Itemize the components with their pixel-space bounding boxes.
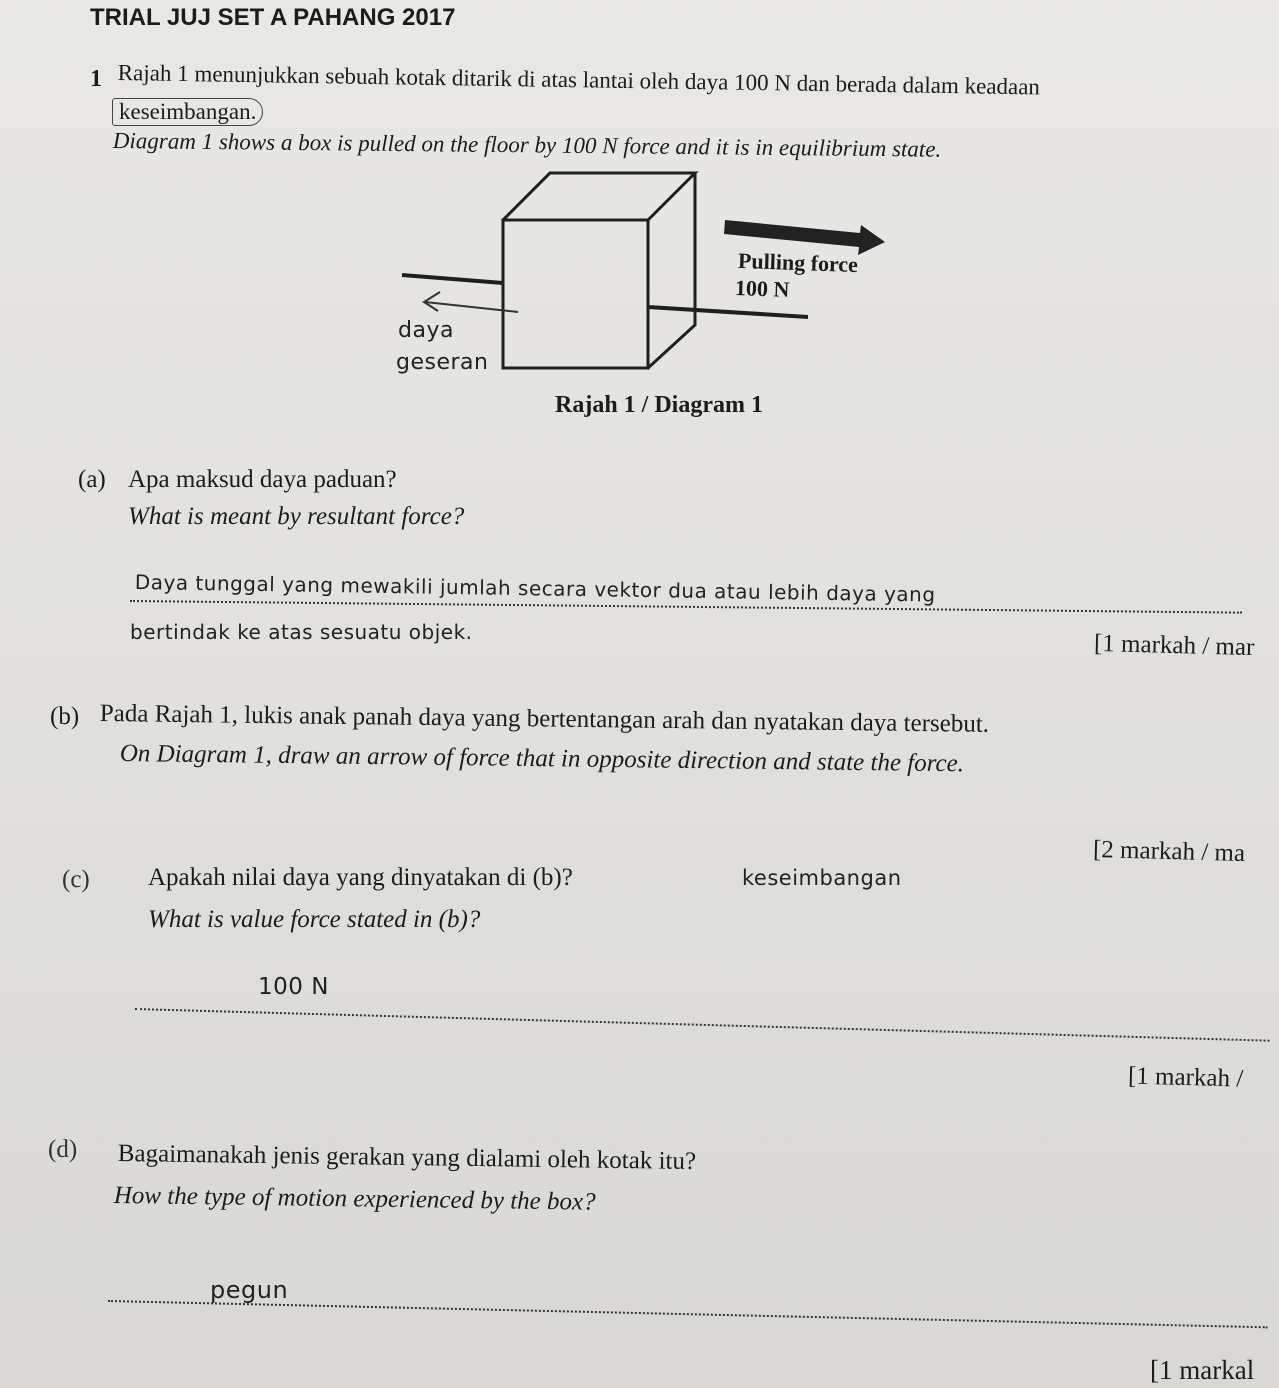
part-d-english: How the type of motion experienced by the box? bbox=[113, 1182, 596, 1216]
part-d-answer-dotline bbox=[108, 1300, 1268, 1328]
question-number: 1 bbox=[90, 66, 102, 92]
part-b-malay: Pada Rajah 1, lukis anak panah daya yang bertentangan arah dan nyatakan daya tersebut. bbox=[99, 700, 990, 738]
left-string-line bbox=[402, 275, 503, 283]
part-c-answer: 100 N bbox=[258, 974, 329, 1000]
part-d-answer: pegun bbox=[210, 1276, 289, 1304]
force-label-line1: Pulling force bbox=[737, 247, 859, 278]
box-drawing bbox=[503, 173, 695, 368]
part-b-english: On Diagram 1, draw an arrow of force that in opposite direction and state the force. bbox=[119, 740, 965, 778]
part-b-marks: [2 markah / ma bbox=[1092, 836, 1246, 867]
part-d-label: (d) bbox=[48, 1136, 78, 1163]
part-c-english: What is value force stated in (b)? bbox=[148, 906, 481, 933]
diagram-caption: Rajah 1 / Diagram 1 bbox=[555, 392, 763, 418]
part-c-handwritten-note: keseimbangan bbox=[742, 866, 902, 890]
diagram-1 bbox=[380, 165, 1279, 405]
part-a-label: (a) bbox=[78, 466, 106, 493]
part-a-answer-line2: bertindak ke atas sesuatu objek. bbox=[130, 620, 473, 644]
part-d-marks: [1 markal bbox=[1150, 1355, 1255, 1385]
right-floor-line bbox=[648, 307, 808, 317]
part-b-label: (b) bbox=[50, 703, 80, 730]
page-header: TRIAL JUJ SET A PAHANG 2017 bbox=[90, 4, 456, 31]
stem-malay-line1: Rajah 1 menunjukkan sebuah kotak ditarik di atas lantai oleh daya 100 N dan berada dalam keadaan bbox=[117, 60, 1041, 100]
part-c-malay: Apakah nilai daya yang dinyatakan di (b)? bbox=[148, 864, 573, 891]
friction-label-line2: geseran bbox=[396, 350, 489, 375]
part-c-label: (c) bbox=[62, 866, 90, 893]
part-a-english: What is meant by resultant force? bbox=[128, 503, 465, 530]
stem-english: Diagram 1 shows a box is pulled on the floor by 100 N force and it is in equilibrium state. bbox=[112, 128, 942, 162]
part-c-answer-dotline bbox=[135, 1008, 1270, 1042]
stem-malay-line2: keseimbangan. bbox=[112, 98, 263, 126]
part-a-answer-line1: Daya tunggal yang mewakili jumlah secara vektor dua atau lebih daya yang bbox=[134, 570, 936, 607]
part-a-marks: [1 markah / mar bbox=[1093, 629, 1255, 662]
part-c-marks: [1 markah / bbox=[1127, 1062, 1244, 1093]
part-d-malay: Bagaimanakah jenis gerakan yang dialami oleh kotak itu? bbox=[117, 1140, 697, 1176]
force-label-line2: 100 N bbox=[734, 275, 790, 302]
friction-label-line1: daya bbox=[398, 318, 454, 343]
part-a-malay: Apa maksud daya paduan? bbox=[128, 466, 397, 493]
